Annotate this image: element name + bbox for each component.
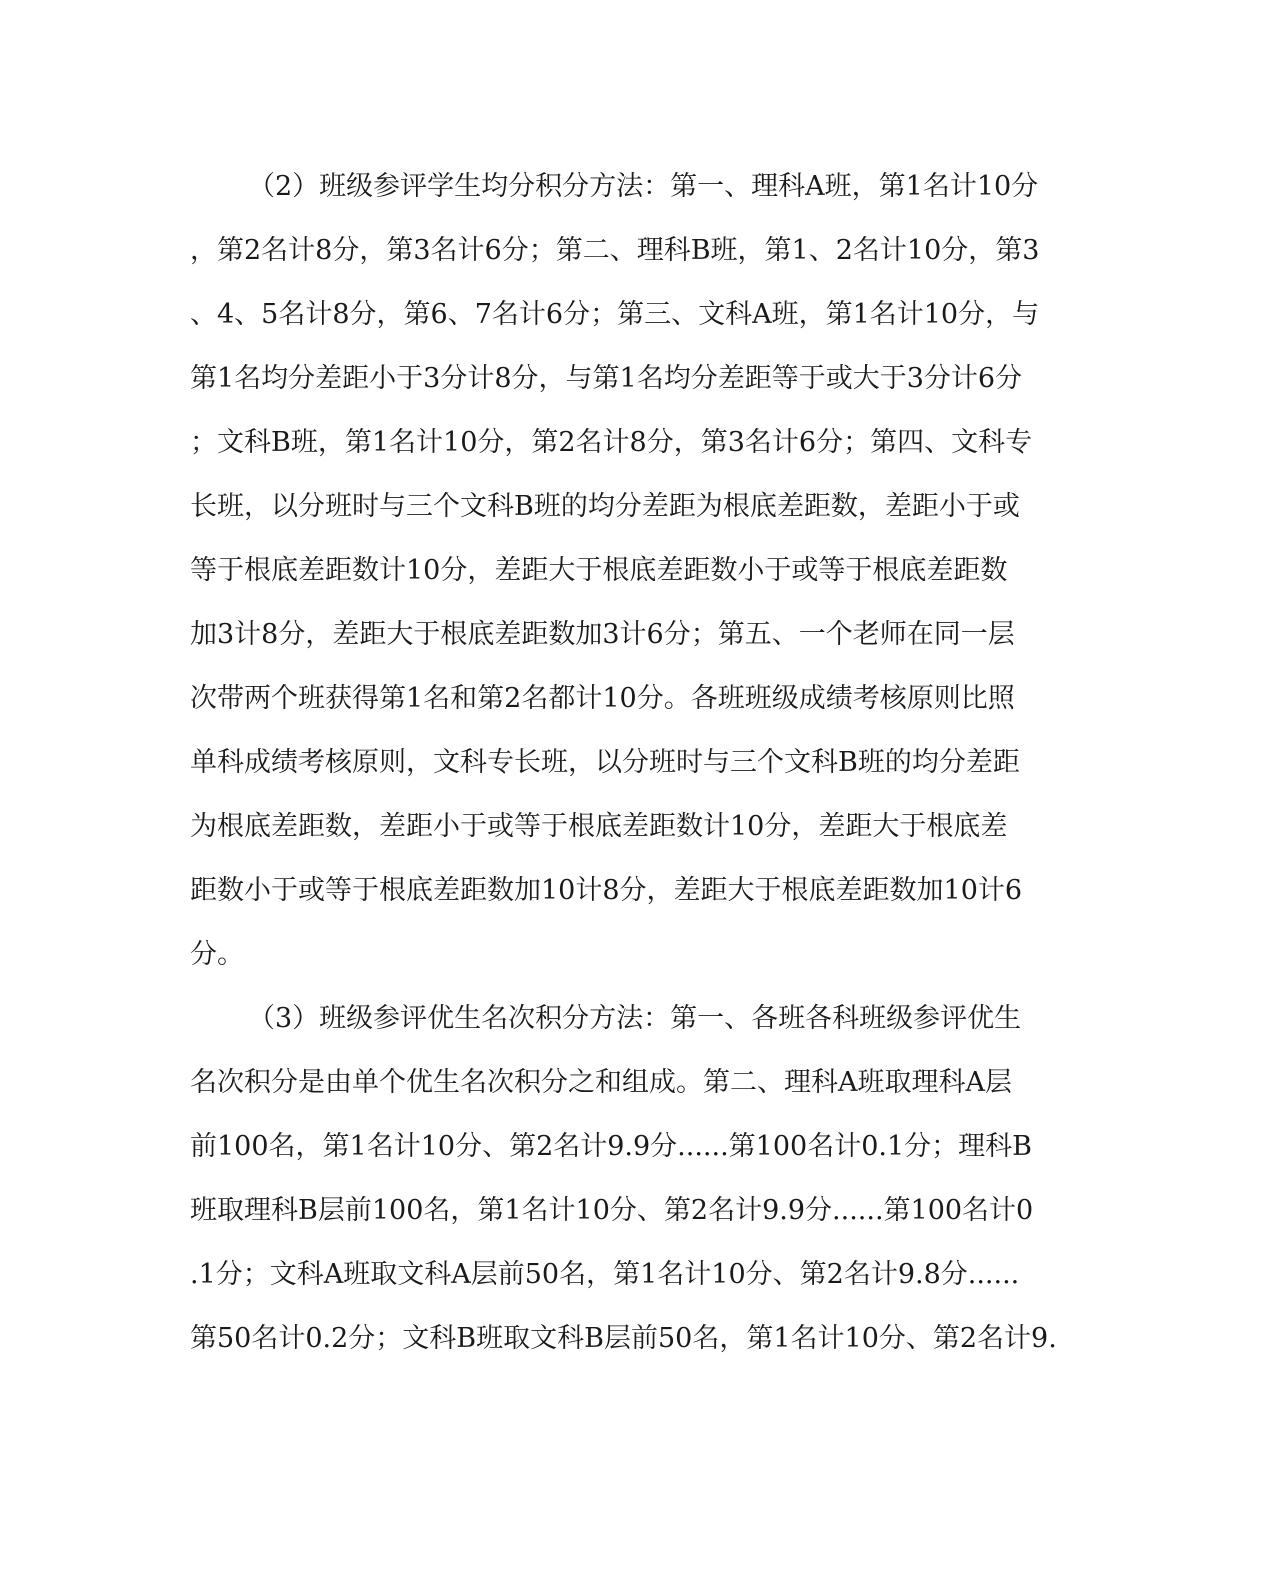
paragraph-line: （2）班级参评学生均分积分方法：第一、理科A班，第1名计10分 — [248, 171, 1039, 202]
paragraph-line: .1分；文科A班取文科A层前50名，第1名计10分、第2名计9.8分...... — [190, 1259, 1020, 1290]
paragraph-line: ；文科B班，第1名计10分，第2名计8分，第3名计6分；第四、文科专 — [190, 427, 1033, 458]
paragraph-line: ，第2名计8分，第3名计6分；第二、理科B班，第1、2名计10分，第3 — [190, 235, 1040, 266]
paragraph-line: 前100名，第1名计10分、第2名计9.9分......第100名计0.1分；理科B — [190, 1131, 1032, 1162]
paragraph-line: （3）班级参评优生名次积分方法：第一、各班各科班级参评优生 — [248, 1003, 1022, 1034]
paragraph-2 — [190, 155, 1090, 987]
paragraph-line: 单科成绩考核原则，文科专长班，以分班时与三个文科B班的均分差距 — [190, 747, 1020, 778]
paragraph-3 — [190, 987, 1090, 1371]
paragraph-line: 第1名均分差距小于3分计8分，与第1名均分差距等于或大于3分计6分 — [190, 363, 1023, 394]
paragraph-line: 班取理科B层前100名，第1名计10分、第2名计9.9分......第100名计0 — [190, 1195, 1034, 1226]
paragraph-line: 、4、5名计8分，第6、7名计6分；第三、文科A班，第1名计10分，与 — [190, 299, 1040, 330]
paragraph-line: 分。 — [190, 939, 244, 970]
paragraph-line: 第50名计0.2分；文科B班取文科B层前50名，第1名计10分、第2名计9. — [190, 1323, 1057, 1354]
paragraph-line: 长班，以分班时与三个文科B班的均分差距为根底差距数，差距小于或 — [190, 491, 1020, 522]
paragraph-line: 等于根底差距数计10分，差距大于根底差距数小于或等于根底差距数 — [190, 555, 1008, 586]
paragraph-line: 距数小于或等于根底差距数加10计8分，差距大于根底差距数加10计6 — [190, 875, 1023, 906]
paragraph-line: 为根底差距数，差距小于或等于根底差距数计10分，差距大于根底差 — [190, 811, 1008, 842]
paragraph-line: 次带两个班获得第1名和第2名都计10分。各班班级成绩考核原则比照 — [190, 683, 1015, 714]
paragraph-line: 加3计8分，差距大于根底差距数加3计6分；第五、一个老师在同一层 — [190, 619, 1015, 650]
paragraph-line: 名次积分是由单个优生名次积分之和组成。第二、理科A班取理科A层 — [190, 1067, 1012, 1098]
